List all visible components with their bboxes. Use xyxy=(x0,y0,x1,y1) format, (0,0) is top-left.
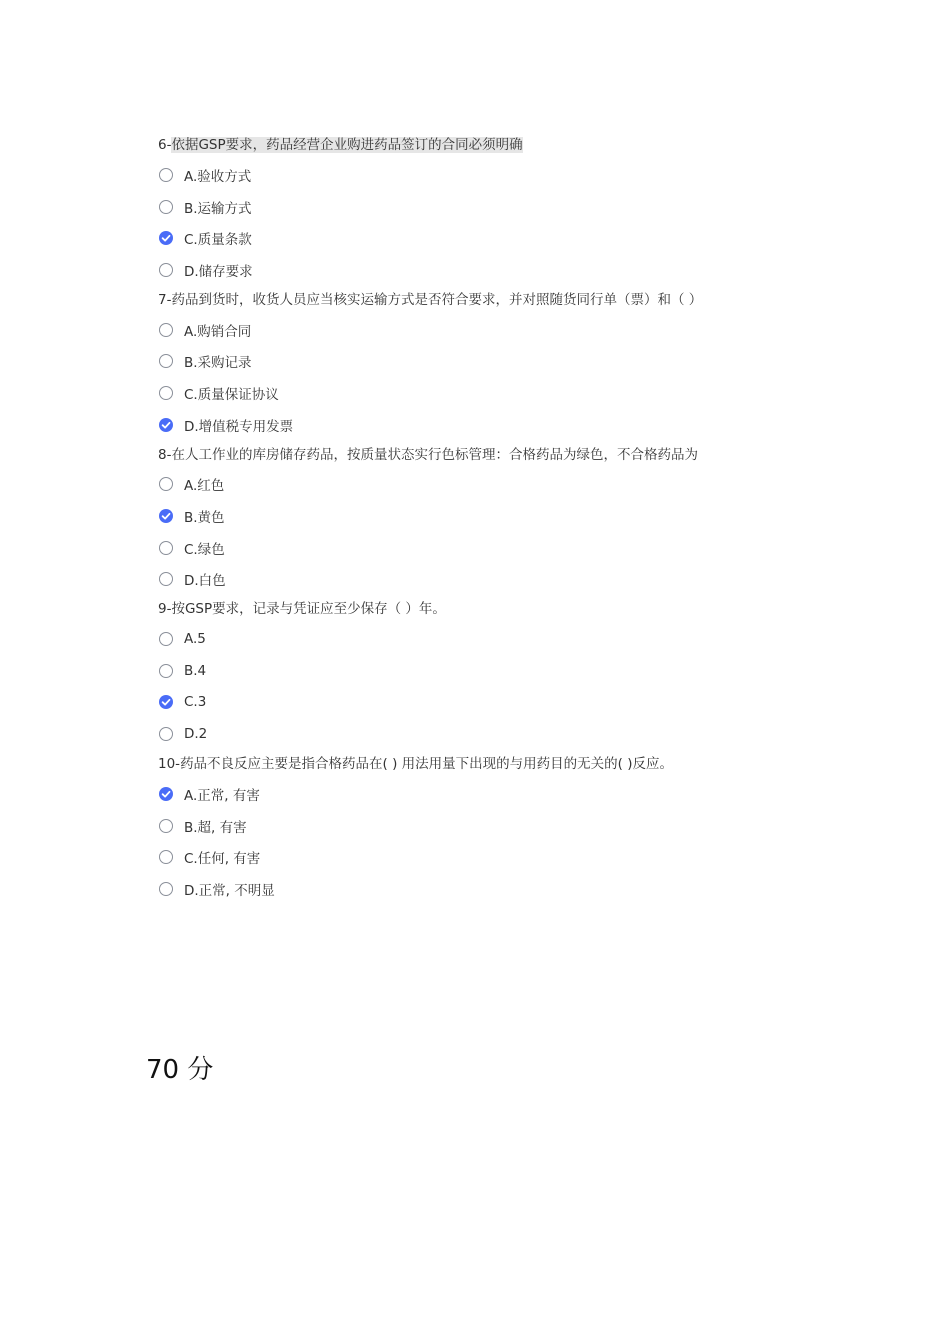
option-item[interactable] xyxy=(158,873,732,905)
option-label: C.绿色 xyxy=(184,541,225,558)
question-7 xyxy=(158,289,732,441)
option-item[interactable] xyxy=(158,778,732,810)
question-title xyxy=(158,444,732,466)
option-label: D.2 xyxy=(184,726,208,743)
radio-unchecked-icon[interactable] xyxy=(159,727,173,741)
option-item[interactable] xyxy=(158,222,732,254)
option-item[interactable] xyxy=(158,687,732,719)
radio-unchecked-icon[interactable] xyxy=(159,632,173,646)
question-title xyxy=(158,289,732,311)
option-item[interactable] xyxy=(158,532,732,564)
question-6 xyxy=(158,134,732,286)
option-item[interactable] xyxy=(158,500,732,532)
score-text: 70 分 xyxy=(146,1055,214,1085)
option-label: A.购销合同 xyxy=(184,323,252,340)
question-number: 8- xyxy=(158,446,172,463)
question-text: 在人工作业的库房储存药品，按质量状态实行色标管理：合格药品为绿色，不合格药品为 xyxy=(171,446,698,463)
option-label: B.运输方式 xyxy=(184,200,252,217)
option-item[interactable] xyxy=(158,623,732,655)
radio-unchecked-icon[interactable] xyxy=(159,200,173,214)
radio-unchecked-icon[interactable] xyxy=(159,819,173,833)
options-list xyxy=(158,159,732,286)
radio-checked-icon[interactable] xyxy=(159,787,173,801)
question-text: 依据GSP要求，药品经营企业购进药品签订的合同必须明确 xyxy=(171,137,523,153)
option-item[interactable] xyxy=(158,254,732,286)
question-number: 9- xyxy=(158,601,172,618)
option-label: B.4 xyxy=(184,662,207,679)
radio-checked-icon[interactable] xyxy=(159,231,173,245)
question-number: 7- xyxy=(158,291,172,308)
option-item[interactable] xyxy=(158,841,732,873)
option-item[interactable] xyxy=(158,469,732,501)
option-item[interactable] xyxy=(158,345,732,377)
option-label: B.超, 有害 xyxy=(184,819,247,836)
option-item[interactable] xyxy=(158,377,732,409)
quiz-questions xyxy=(158,134,732,908)
option-item[interactable] xyxy=(158,718,732,750)
radio-unchecked-icon[interactable] xyxy=(159,168,173,182)
radio-unchecked-icon[interactable] xyxy=(159,850,173,864)
question-number: 10- xyxy=(158,756,181,772)
radio-checked-icon[interactable] xyxy=(159,418,173,432)
question-10 xyxy=(158,753,732,905)
question-text: 药品不良反应主要是指合格药品在( ) 用法用量下出现的与用药目的无关的( )反应。 xyxy=(180,756,674,772)
radio-unchecked-icon[interactable] xyxy=(159,882,173,896)
radio-unchecked-icon[interactable] xyxy=(159,386,173,400)
option-label: D.正常, 不明显 xyxy=(184,882,275,899)
radio-unchecked-icon[interactable] xyxy=(159,572,173,586)
radio-checked-icon[interactable] xyxy=(159,509,173,523)
option-label: A.5 xyxy=(184,631,206,648)
option-label: D.增值税专用发票 xyxy=(184,418,294,435)
option-item[interactable] xyxy=(158,409,732,441)
question-title xyxy=(158,134,732,156)
option-item[interactable] xyxy=(158,655,732,687)
option-label: A.验收方式 xyxy=(184,168,252,185)
question-title xyxy=(158,753,732,775)
option-item[interactable] xyxy=(158,810,732,842)
question-8 xyxy=(158,444,732,596)
option-label: B.采购记录 xyxy=(184,355,252,372)
option-item[interactable] xyxy=(158,564,732,596)
radio-unchecked-icon[interactable] xyxy=(159,323,173,337)
question-text: 药品到货时，收货人员应当核实运输方式是否符合要求，并对照随货同行单（票）和（ ） xyxy=(171,291,703,308)
radio-unchecked-icon[interactable] xyxy=(159,354,173,368)
radio-unchecked-icon[interactable] xyxy=(159,664,173,678)
option-item[interactable] xyxy=(158,159,732,191)
option-label: C.质量条款 xyxy=(184,232,252,249)
option-item[interactable] xyxy=(158,314,732,346)
option-label: C.质量保证协议 xyxy=(184,386,279,403)
option-label: D.白色 xyxy=(184,573,226,590)
options-list xyxy=(158,314,732,441)
option-item[interactable] xyxy=(158,191,732,223)
radio-unchecked-icon[interactable] xyxy=(159,263,173,277)
options-list xyxy=(158,778,732,905)
option-label: C.3 xyxy=(184,694,207,711)
options-list xyxy=(158,469,732,596)
option-label: B.黄色 xyxy=(184,510,225,527)
option-label: A.红色 xyxy=(184,478,225,495)
question-9 xyxy=(158,598,732,750)
option-label: D.储存要求 xyxy=(184,263,253,280)
option-label: C.任何, 有害 xyxy=(184,851,261,868)
question-text: 按GSP要求，记录与凭证应至少保存（ ）年。 xyxy=(171,601,446,618)
radio-checked-icon[interactable] xyxy=(159,695,173,709)
radio-unchecked-icon[interactable] xyxy=(159,541,173,555)
options-list xyxy=(158,623,732,750)
option-label: A.正常, 有害 xyxy=(184,787,260,804)
question-number: 6- xyxy=(158,137,172,153)
radio-unchecked-icon[interactable] xyxy=(159,477,173,491)
question-title xyxy=(158,598,732,620)
